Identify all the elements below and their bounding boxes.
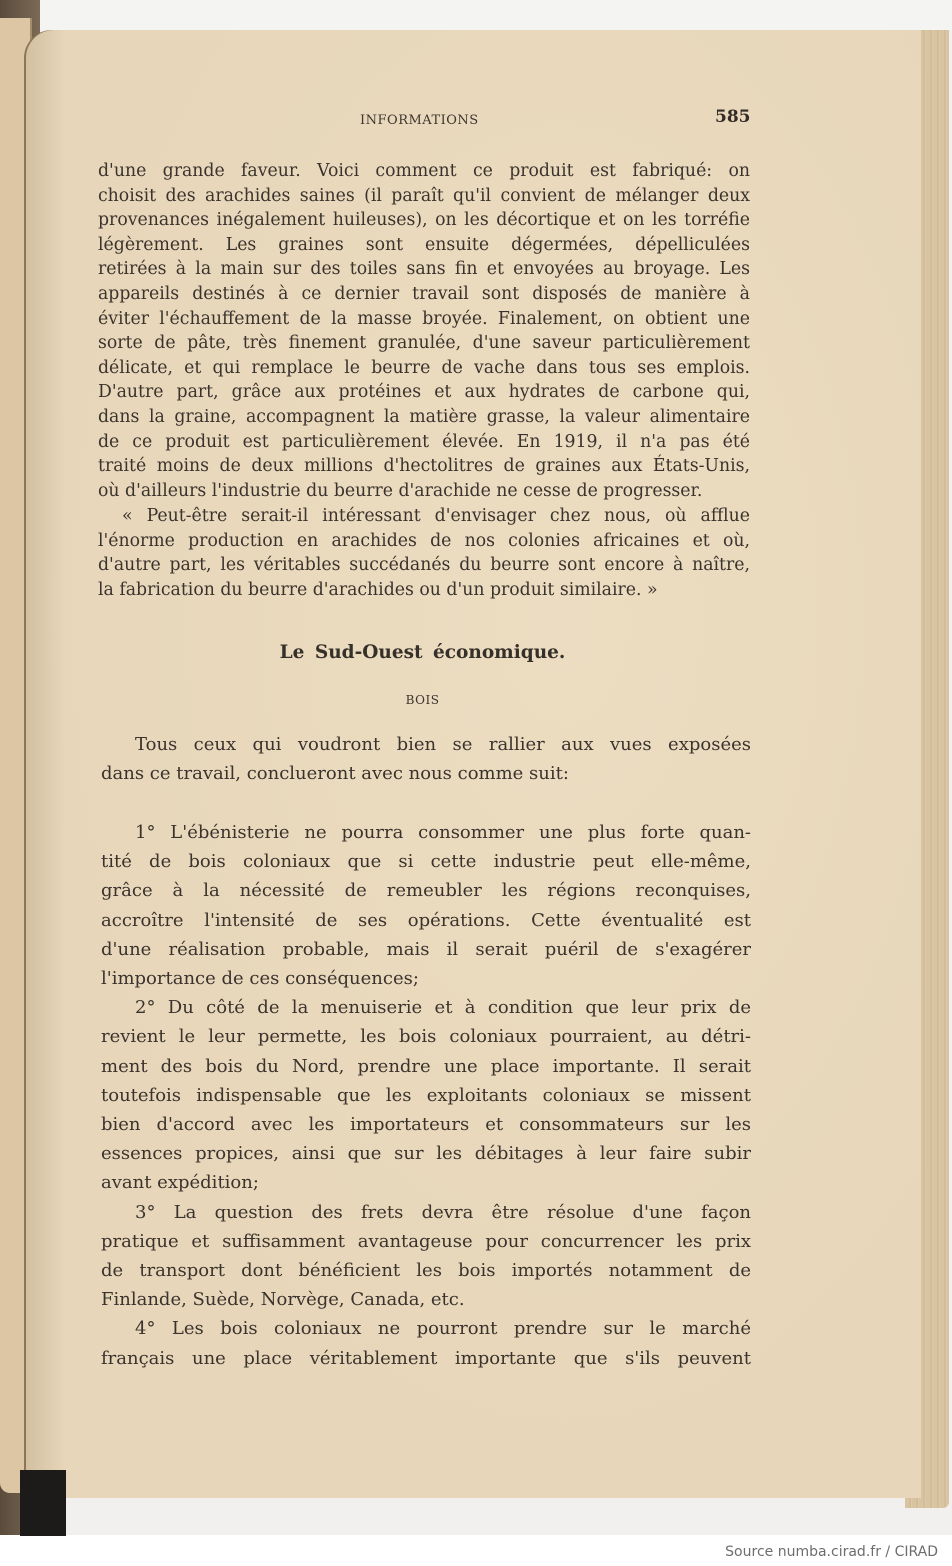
text-line: dans la graine, accompagnent la matière grasse, la valeur alimentaire bbox=[98, 406, 750, 427]
text-line: provenances inégalement huileuses), on les décortique et on les torréfie bbox=[98, 210, 750, 231]
background-top bbox=[0, 0, 952, 30]
text-line: 4° Les bois coloniaux ne pourront prendre sur le marché bbox=[135, 1318, 751, 1340]
text-line: 3° La question des frets devra être résolue d'une façon bbox=[135, 1201, 751, 1223]
text-line: tité de bois coloniaux que si cette industrie peut elle-même, bbox=[101, 851, 751, 873]
section-subtitle: BOIS bbox=[405, 693, 440, 707]
text-line: d'une grande faveur. Voici comment ce produit est fabriqué: on bbox=[98, 161, 750, 181]
text-line: de transport dont bénéficient les bois importés notamment de bbox=[101, 1260, 751, 1282]
list-item bbox=[101, 993, 751, 1197]
text-line: retirées à la main sur des toiles sans fin et envoyées au broyage. Les bbox=[98, 259, 750, 280]
text-line: d'autre part, les véritables succédanés du beurre sont encore à naître, bbox=[98, 555, 750, 576]
text-line: traité moins de deux millions d'hectolitres de graines aux États-Unis, bbox=[98, 456, 750, 477]
source-credit: Source numba.cirad.fr / CIRAD bbox=[725, 1544, 938, 1560]
section-title: Le Sud-Ouest économique. bbox=[279, 642, 566, 663]
text-line: de ce produit est particulièrement élevée. En 1919, il n'a pas été bbox=[98, 431, 750, 452]
running-head: INFORMATIONS bbox=[360, 113, 479, 128]
text-line: D'autre part, grâce aux protéines et aux hydrates de carbone qui, bbox=[98, 382, 750, 403]
text-line: sorte de pâte, très finement granulée, d'une saveur particulièrement bbox=[98, 333, 750, 354]
text-line: 1° L'ébénisterie ne pourra consommer une plus forte quan- bbox=[135, 822, 751, 843]
text-line: où d'ailleurs l'industrie du beurre d'arachide ne cesse de progresser. bbox=[98, 480, 703, 501]
text-line: choisit des arachides saines (il paraît qu'il convient de mélanger deux bbox=[98, 185, 750, 206]
text-line: l'énorme production en arachides de nos colonies africaines et où, bbox=[98, 530, 750, 551]
paragraph-peanut-butter bbox=[98, 159, 750, 503]
text-line: dans ce travail, conclueront avec nous comme suit: bbox=[101, 763, 569, 785]
text-line: avant expédition; bbox=[101, 1172, 259, 1194]
page-number: 585 bbox=[715, 107, 751, 127]
text-line: revient le leur permette, les bois coloniaux pourraient, au détri- bbox=[101, 1026, 751, 1048]
paragraph-quote bbox=[98, 504, 750, 602]
text-line: toutefois indispensable que les exploitants coloniaux se missent bbox=[101, 1084, 751, 1106]
section-intro bbox=[101, 730, 751, 788]
text-line: éviter l'échauffement de la masse broyée. Finalement, on obtient une bbox=[98, 308, 750, 329]
text-line: d'une réalisation probable, mais il serait puéril de s'exagérer bbox=[101, 938, 751, 960]
text-line: français une place véritablement importante que s'ils peuvent bbox=[101, 1347, 751, 1369]
text-line: l'importance de ces conséquences; bbox=[101, 968, 419, 990]
text-line: grâce à la nécessité de remeubler les régions reconquises, bbox=[101, 880, 751, 902]
text-line: essences propices, ainsi que sur les débitages à leur faire subir bbox=[101, 1143, 751, 1165]
text-line: Tous ceux qui voudront bien se rallier aux vues exposées bbox=[135, 734, 751, 755]
text-line: pratique et suffisamment avantageuse pour concurrencer les prix bbox=[101, 1230, 751, 1252]
list-item bbox=[101, 1314, 751, 1372]
text-line: ment des bois du Nord, prendre une place importante. Il serait bbox=[101, 1055, 751, 1077]
text-line: « Peut-être serait-il intéressant d'envisager chez nous, où afflue bbox=[122, 506, 750, 526]
text-line: accroître l'intensité de ses opérations. Cette éventualité est bbox=[101, 909, 751, 931]
text-line: délicate, et qui remplace le beurre de vache dans tous ses emplois. bbox=[98, 357, 750, 378]
text-line: la fabrication du beurre d'arachides ou d'un produit similaire. » bbox=[98, 579, 658, 600]
text-line: bien d'accord avec les importateurs et consommateurs sur les bbox=[101, 1114, 751, 1136]
bookmark-ribbon bbox=[20, 1470, 66, 1536]
list-item bbox=[101, 818, 751, 993]
list-item bbox=[101, 1198, 751, 1315]
text-line: appareils destinés à ce dernier travail sont disposés de manière à bbox=[98, 283, 750, 304]
text-line: Finlande, Suède, Norvège, Canada, etc. bbox=[101, 1289, 465, 1311]
text-line: 2° Du côté de la menuiserie et à condition que leur prix de bbox=[135, 997, 751, 1019]
conclusion-list bbox=[101, 818, 751, 1373]
text-line: légèrement. Les graines sont ensuite dégermées, dépelliculées bbox=[98, 234, 750, 255]
